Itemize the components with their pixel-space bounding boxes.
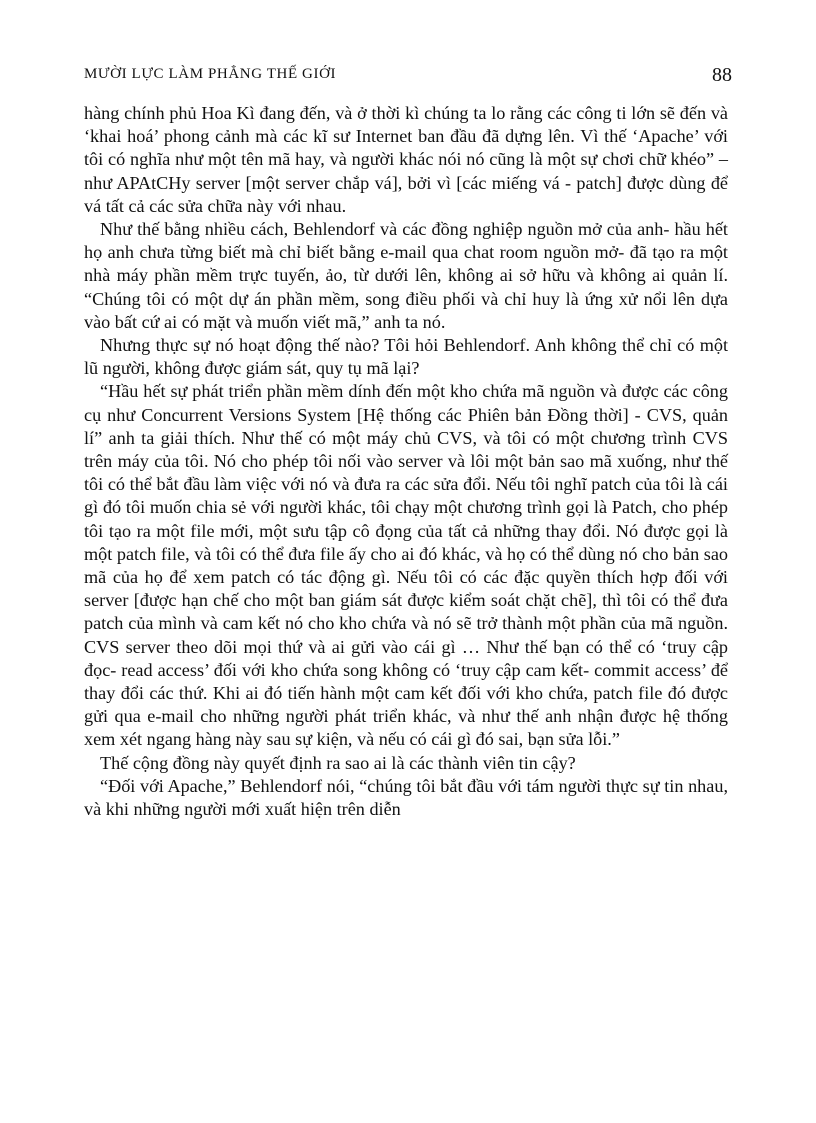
paragraph: Nhưng thực sự nó hoạt động thế nào? Tôi hỏi Behlendorf. Anh không thể chỉ có một lũ người, không được giám sát, quy tụ mã lại?	[84, 335, 728, 379]
paragraph: Như thế bằng nhiều cách, Behlendorf và các đồng nghiệp nguồn mở của anh- hầu hết họ anh chưa từng biết mà chỉ biết bằng e-mail qua chat room nguồn mở- đã tạo ra một nhà máy phần mềm trực tuyến, ảo, từ dưới lên, không ai sở hữu và không ai quản lí. “Chúng tôi có một dự án phần mềm, song điều phối và chỉ huy là ứng xử nổi lên dựa vào bất cứ ai có mặt và muốn viết mã,” anh ta nó.	[84, 219, 728, 332]
running-title: MƯỜI LỰC LÀM PHẲNG THẾ GIỚI	[84, 66, 337, 82]
page-number: 88	[712, 64, 732, 86]
paragraph: hàng chính phủ Hoa Kì đang đến, và ở thời kì chúng ta lo rằng các công ti lớn sẽ đến và ‘khai hoá’ phong cảnh mà các kĩ sư Internet ban đầu đã dựng lên. Vì thế ‘Apache’ với tôi có nghĩa như một tên mã hay, và người khác nói nó cũng là một sự chơi chữ khéo” – như APAtCHy server [một server chắp vá], bởi vì [các miếng vá - patch] được dùng để vá tất cả các sửa chữa này với nhau.	[84, 103, 728, 216]
paragraph: Thế cộng đồng này quyết định ra sao ai là các thành viên tin cậy?	[100, 752, 576, 773]
page-header	[84, 64, 732, 88]
body-text	[84, 102, 728, 821]
paragraph: “Hầu hết sự phát triển phần mềm dính đến một kho chứa mã nguồn và được các công cụ như Concurrent Versions System [Hệ thống các Phiên bản Đồng thời] - CVS, quản lí” anh ta giải thích. Như thế có một máy chủ CVS, và tôi có một chương trình CVS trên máy của tôi. Nó cho phép tôi nối vào server và lôi một bản sao mã xuống, như thế tôi có thể bắt đầu làm việc với nó và đưa ra các sửa đổi. Nếu tôi nghĩ patch của tôi là cái gì đó tôi muốn chia sẻ với người khác, tôi chạy một chương trình gọi là Patch, cho phép tôi tạo ra một file mới, một sưu tập cô đọng của tất cả những thay đổi. Nó được gọi là một patch file, và tôi có thể đưa file ấy cho ai đó khác, và họ có thể dùng nó cho bản sao mã của họ để xem patch có tác động gì. Nếu tôi có các đặc quyền thích hợp đối với server [được hạn chế cho một ban giám sát được kiểm soát chặt chẽ], thì tôi có thể đưa patch của mình và cam kết nó cho kho chứa và nó sẽ trở thành một phần của mã nguồn. CVS server theo dõi mọi thứ và ai gửi vào cái gì … Như thế bạn có thể có ‘truy cập đọc- read access’ đối với kho chứa song không có ‘truy cập cam kết- commit access’ để thay đổi các thứ. Khi ai đó tiến hành một cam kết đối với kho chứa, patch file đó được gửi qua e-mail cho những người phát triển khác, và như thế anh nhận được hệ thống xem xét ngang hàng này sau sự kiện, và nếu có cái gì đó sai, bạn sửa lỗi.”	[84, 381, 728, 750]
paragraph: “Đối với Apache,” Behlendorf nói, “chúng tôi bắt đầu với tám người thực sự tin nhau, và khi những người mới xuất hiện trên diễn	[84, 775, 728, 820]
